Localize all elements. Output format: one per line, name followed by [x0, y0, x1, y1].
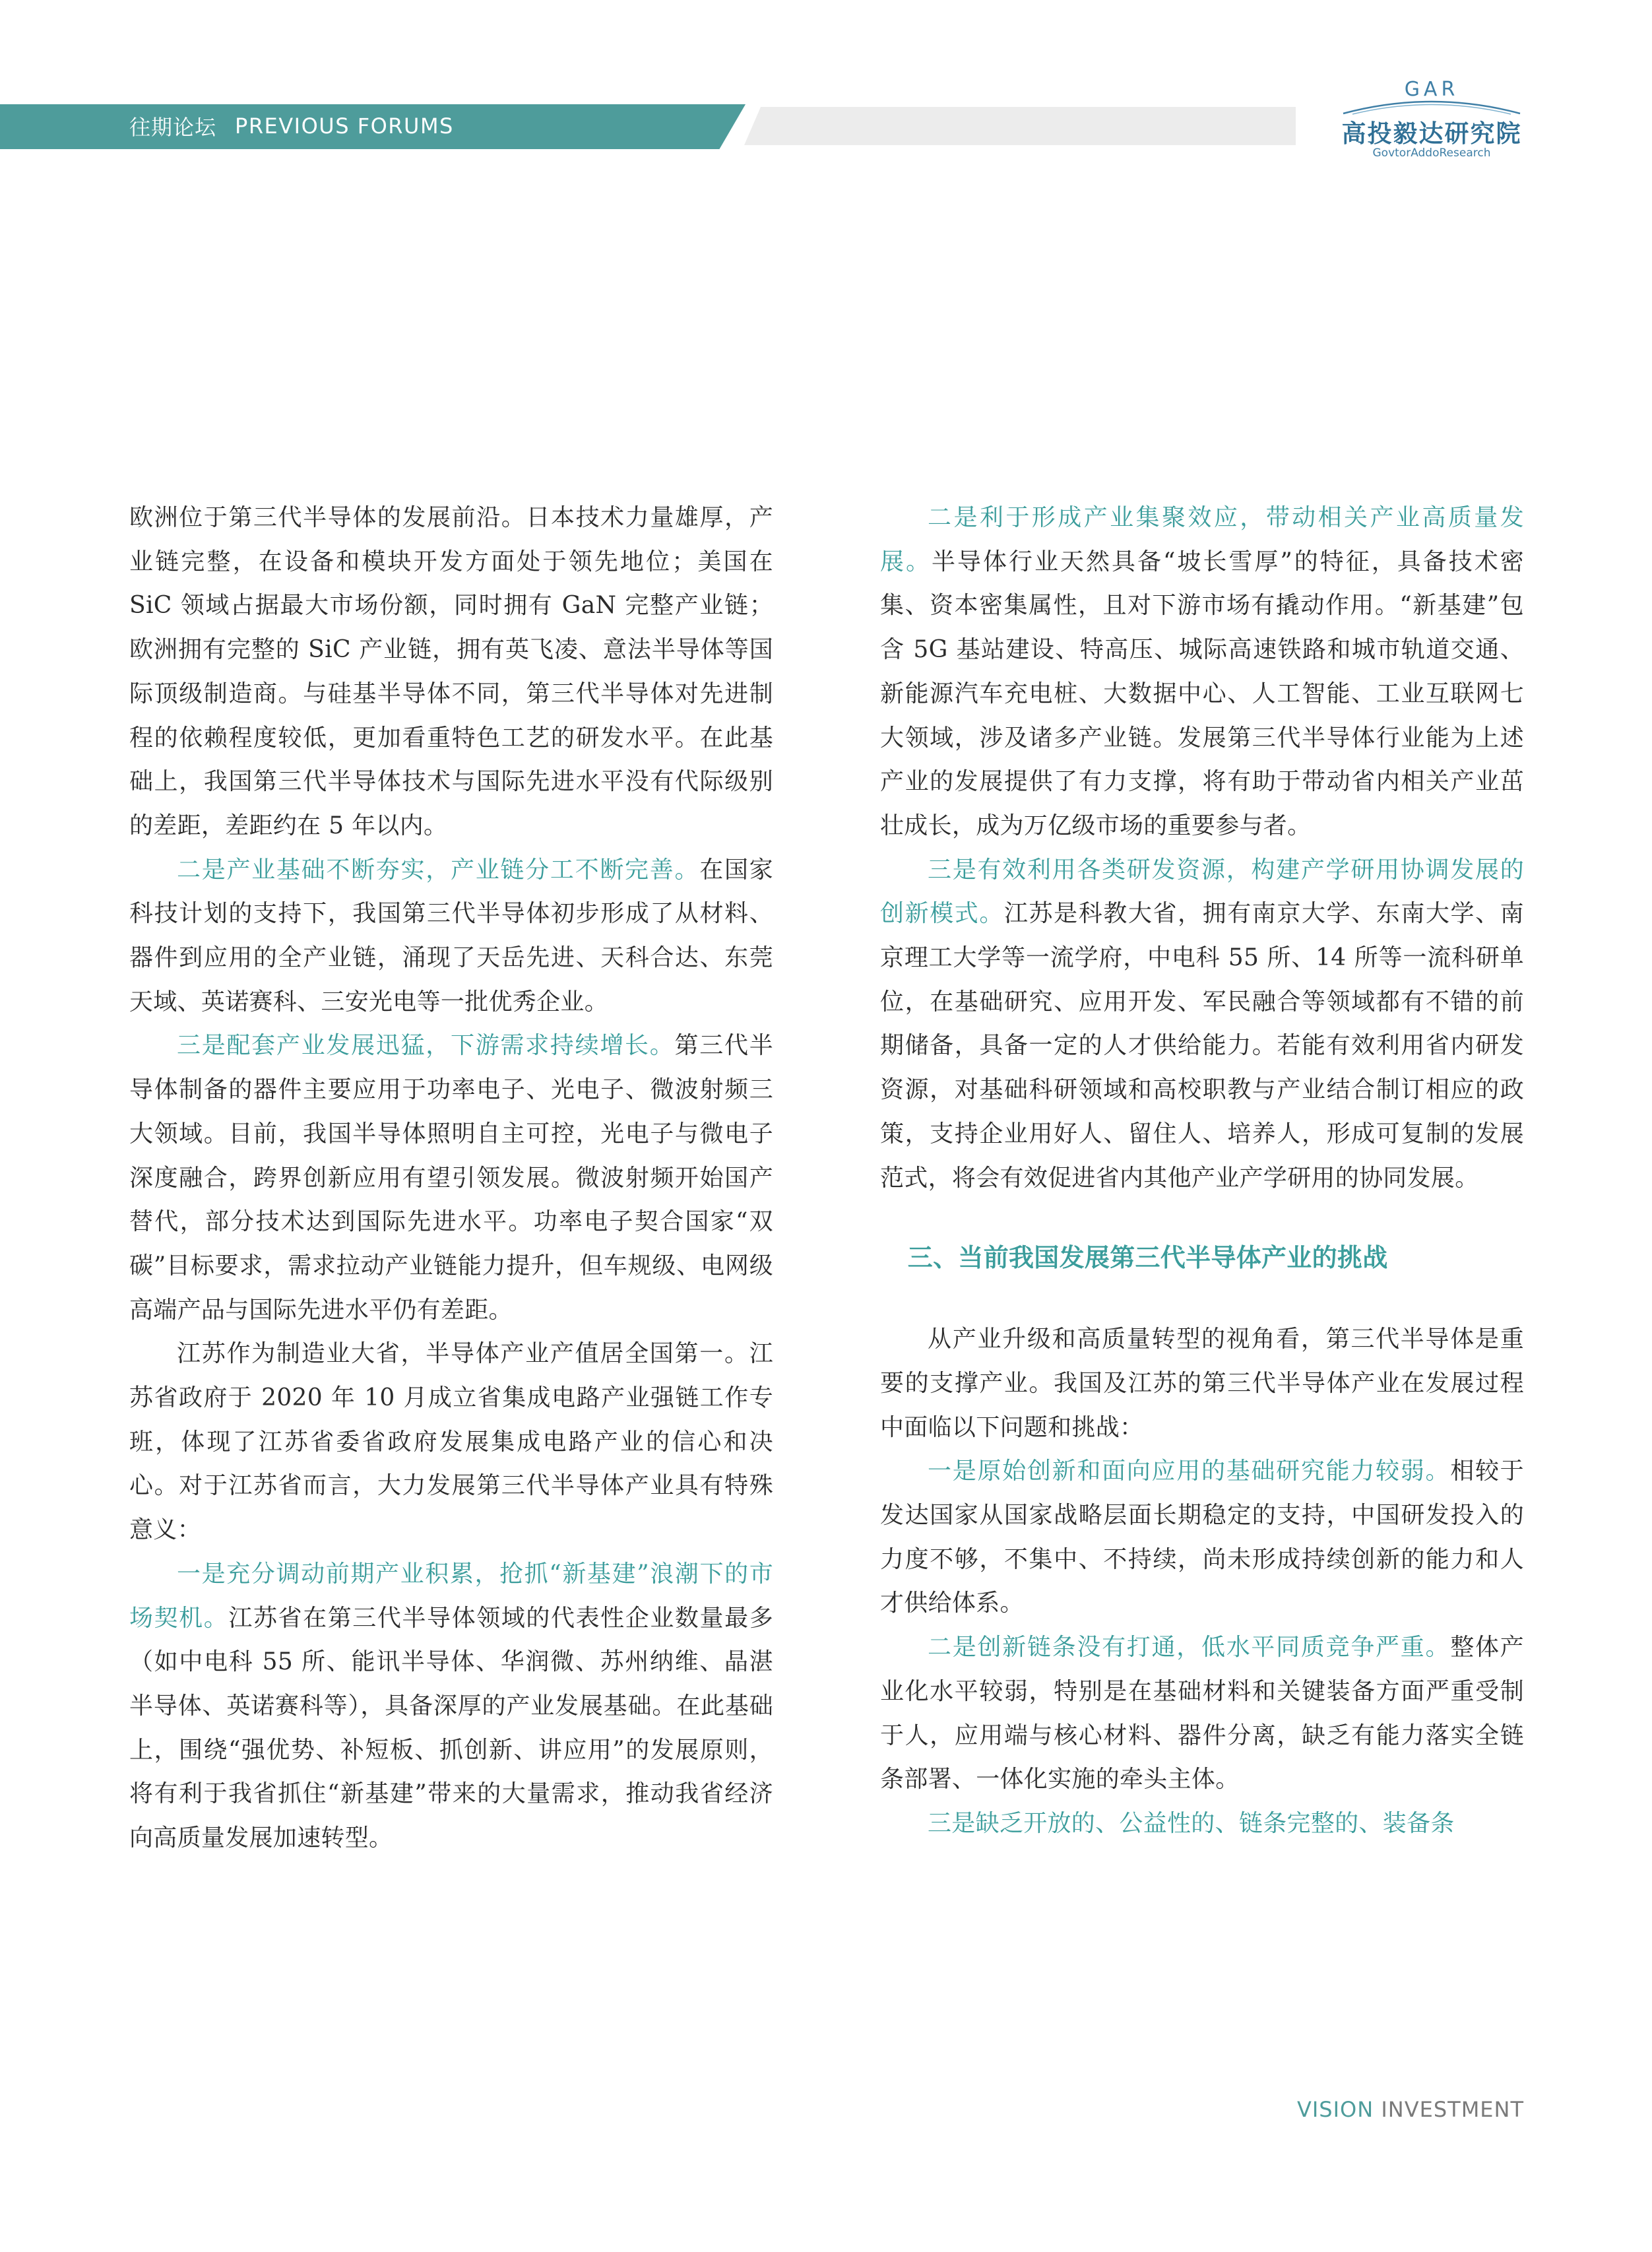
gar-logo — [1313, 74, 1550, 166]
paragraph-lead: 三是有效利用各类研发资源，构建产学研用协调发展的创新模式。 — [880, 856, 1524, 928]
paragraph-body: 在国家科技计划的支持下，我国第三代半导体初步形成了从材料、器件到应用的全产业链，涌现了天岳先进、天科合达、东莞天域、英诺赛科、三安光电等一批优秀企业。 — [129, 856, 773, 1015]
section-label-en: PREVIOUS FORUMS — [235, 113, 454, 139]
footer-investment: INVESTMENT — [1381, 2097, 1524, 2122]
paragraph-lead: 三是缺乏开放的、公益性的、链条完整的、装备条 — [928, 1809, 1455, 1837]
paragraph-body: 半导体行业天然具备“坡长雪厚”的特征，具备技术密集、资本密集属性，且对下游市场有撬动作用。“新基建”包含 5G 基站建设、特高压、城际高速铁路和城市轨道交通、新能源汽车充电桩、大数据中心、人工智能、工业互联网七大领域，涉及诸多产业链。发展第三代半导体行业能为上述产业的发展提供了有力支撑，将有助于带动省内相关产业茁壮成长，成为万亿级市场的重要参与者。 — [880, 548, 1524, 839]
logo-name-cn: 高投毅达研究院 — [1341, 119, 1522, 148]
paragraph-lead: 二是创新链条没有打通，低水平同质竞争严重。 — [928, 1634, 1451, 1661]
paragraph-lead: 二是产业基础不断夯实，产业链分工不断完善。 — [177, 856, 700, 884]
paragraph-body: 江苏省在第三代半导体领域的代表性企业数量最多（如中电科 55 所、能讯半导体、华润微、苏州纳维、晶湛半导体、英诺赛科等），具备深厚的产业发展基础。在此基础上，围绕“强优势、补短板、抓创新、讲应用”的发展原则，将有利于我省抓住“新基建”带来的大量需求，推动我省经济向高质量发展加速转型。 — [129, 1604, 773, 1852]
paragraph: 江苏作为制造业大省，半导体产业产值居全国第一。江苏省政府于 2020 年 10 月成立省集成电路产业强链工作专班，体现了江苏省委省政府发展集成电路产业的信心和决心。对于江苏省而言，大力发展第三代半导体产业具有特殊意义： — [129, 1340, 773, 1544]
footer-tag — [1287, 2097, 1524, 2122]
paragraph-body: 江苏是科教大省，拥有南京大学、东南大学、南京理工大学等一流学府，中电科 55 所、14 所等一流科研单位，在基础研究、应用开发、军民融合等领域都有不错的前期储备，具备一定的人才供给能力。若能有效利用省内研发资源，对基础科研领域和高校职教与产业结合制订相应的政策，支持企业用好人、留住人、培养人，形成可复制的发展范式，将会有效促进省内其他产业产学研用的协同发展。 — [880, 900, 1524, 1192]
section-heading: 三、当前我国发展第三代半导体产业的挑战 — [907, 1243, 1388, 1273]
paragraph — [880, 496, 1524, 849]
logo-name-en: GovtorAddoResearch — [1372, 146, 1491, 160]
paragraph-lead: 一是原始创新和面向应用的基础研究能力较弱。 — [928, 1458, 1451, 1485]
paragraph — [880, 1450, 1524, 1626]
paragraph-lead: 二是利于形成产业集聚效应，带动相关产业高质量发展。 — [880, 504, 1524, 575]
paragraph-body: 整体产业化水平较弱，特别是在基础材料和关键装备方面严重受制于人，应用端与核心材料、器件分离，缺乏有能力落实全链条部署、一体化实施的牵头主体。 — [880, 1634, 1524, 1793]
section-label-cn: 往期论坛 — [129, 115, 217, 140]
paragraph: 从产业升级和高质量转型的视角看，第三代半导体是重要的支撑产业。我国及江苏的第三代半导体产业在发展过程中面临以下问题和挑战： — [880, 1326, 1524, 1441]
header-gray-band — [744, 107, 1296, 145]
paragraph — [129, 1553, 773, 1861]
paragraph — [129, 1024, 773, 1332]
paragraph: 欧洲位于第三代半导体的发展前沿。日本技术力量雄厚，产业链完整，在设备和模块开发方面处于领先地位；美国在 SiC 领域占据最大市场份额，同时拥有 GaN 完整产业链；欧洲拥有完整的 SiC 产业链，拥有英飞凌、意法半导体等国际顶级制造商。与硅基半导体不同，第三代半导体对先进制程的依赖程度较低，更加看重特色工艺的研发水平。在此基础上，我国第三代半导体技术与国际先进水平没有代际级别的差距，差距约在 5 年以内。 — [129, 504, 773, 839]
right-column — [880, 496, 1524, 1846]
section-label — [129, 111, 454, 141]
left-column — [129, 496, 773, 1861]
paragraph-body: 第三代半导体制备的器件主要应用于功率电子、光电子、微波射频三大领域。目前，我国半导体照明自主可控，光电子与微电子深度融合，跨界创新应用有望引领发展。微波射频开始国产替代，部分技术达到国际先进水平。功率电子契合国家“双碳”目标要求，需求拉动产业链能力提升，但车规级、电网级高端产品与国际先进水平仍有差距。 — [129, 1032, 773, 1324]
paragraph-lead: 一是充分调动前期产业积累，抢抓“新基建”浪潮下的市场契机。 — [129, 1560, 773, 1632]
paragraph — [880, 849, 1524, 1201]
paragraph-body: 相较于发达国家从国家战略层面长期稳定的支持，中国研发投入的力度不够，不集中、不持续，尚未形成持续创新的能力和人才供给体系。 — [880, 1458, 1524, 1617]
logo-abbr: GAR — [1404, 78, 1459, 101]
paragraph — [880, 1626, 1524, 1802]
footer-vision: VISION — [1296, 2097, 1374, 2122]
paragraph-lead: 三是配套产业发展迅猛，下游需求持续增长。 — [177, 1032, 675, 1060]
paragraph — [880, 1802, 1524, 1846]
logo-arc-icon — [1339, 94, 1524, 116]
paragraph — [129, 849, 773, 1025]
